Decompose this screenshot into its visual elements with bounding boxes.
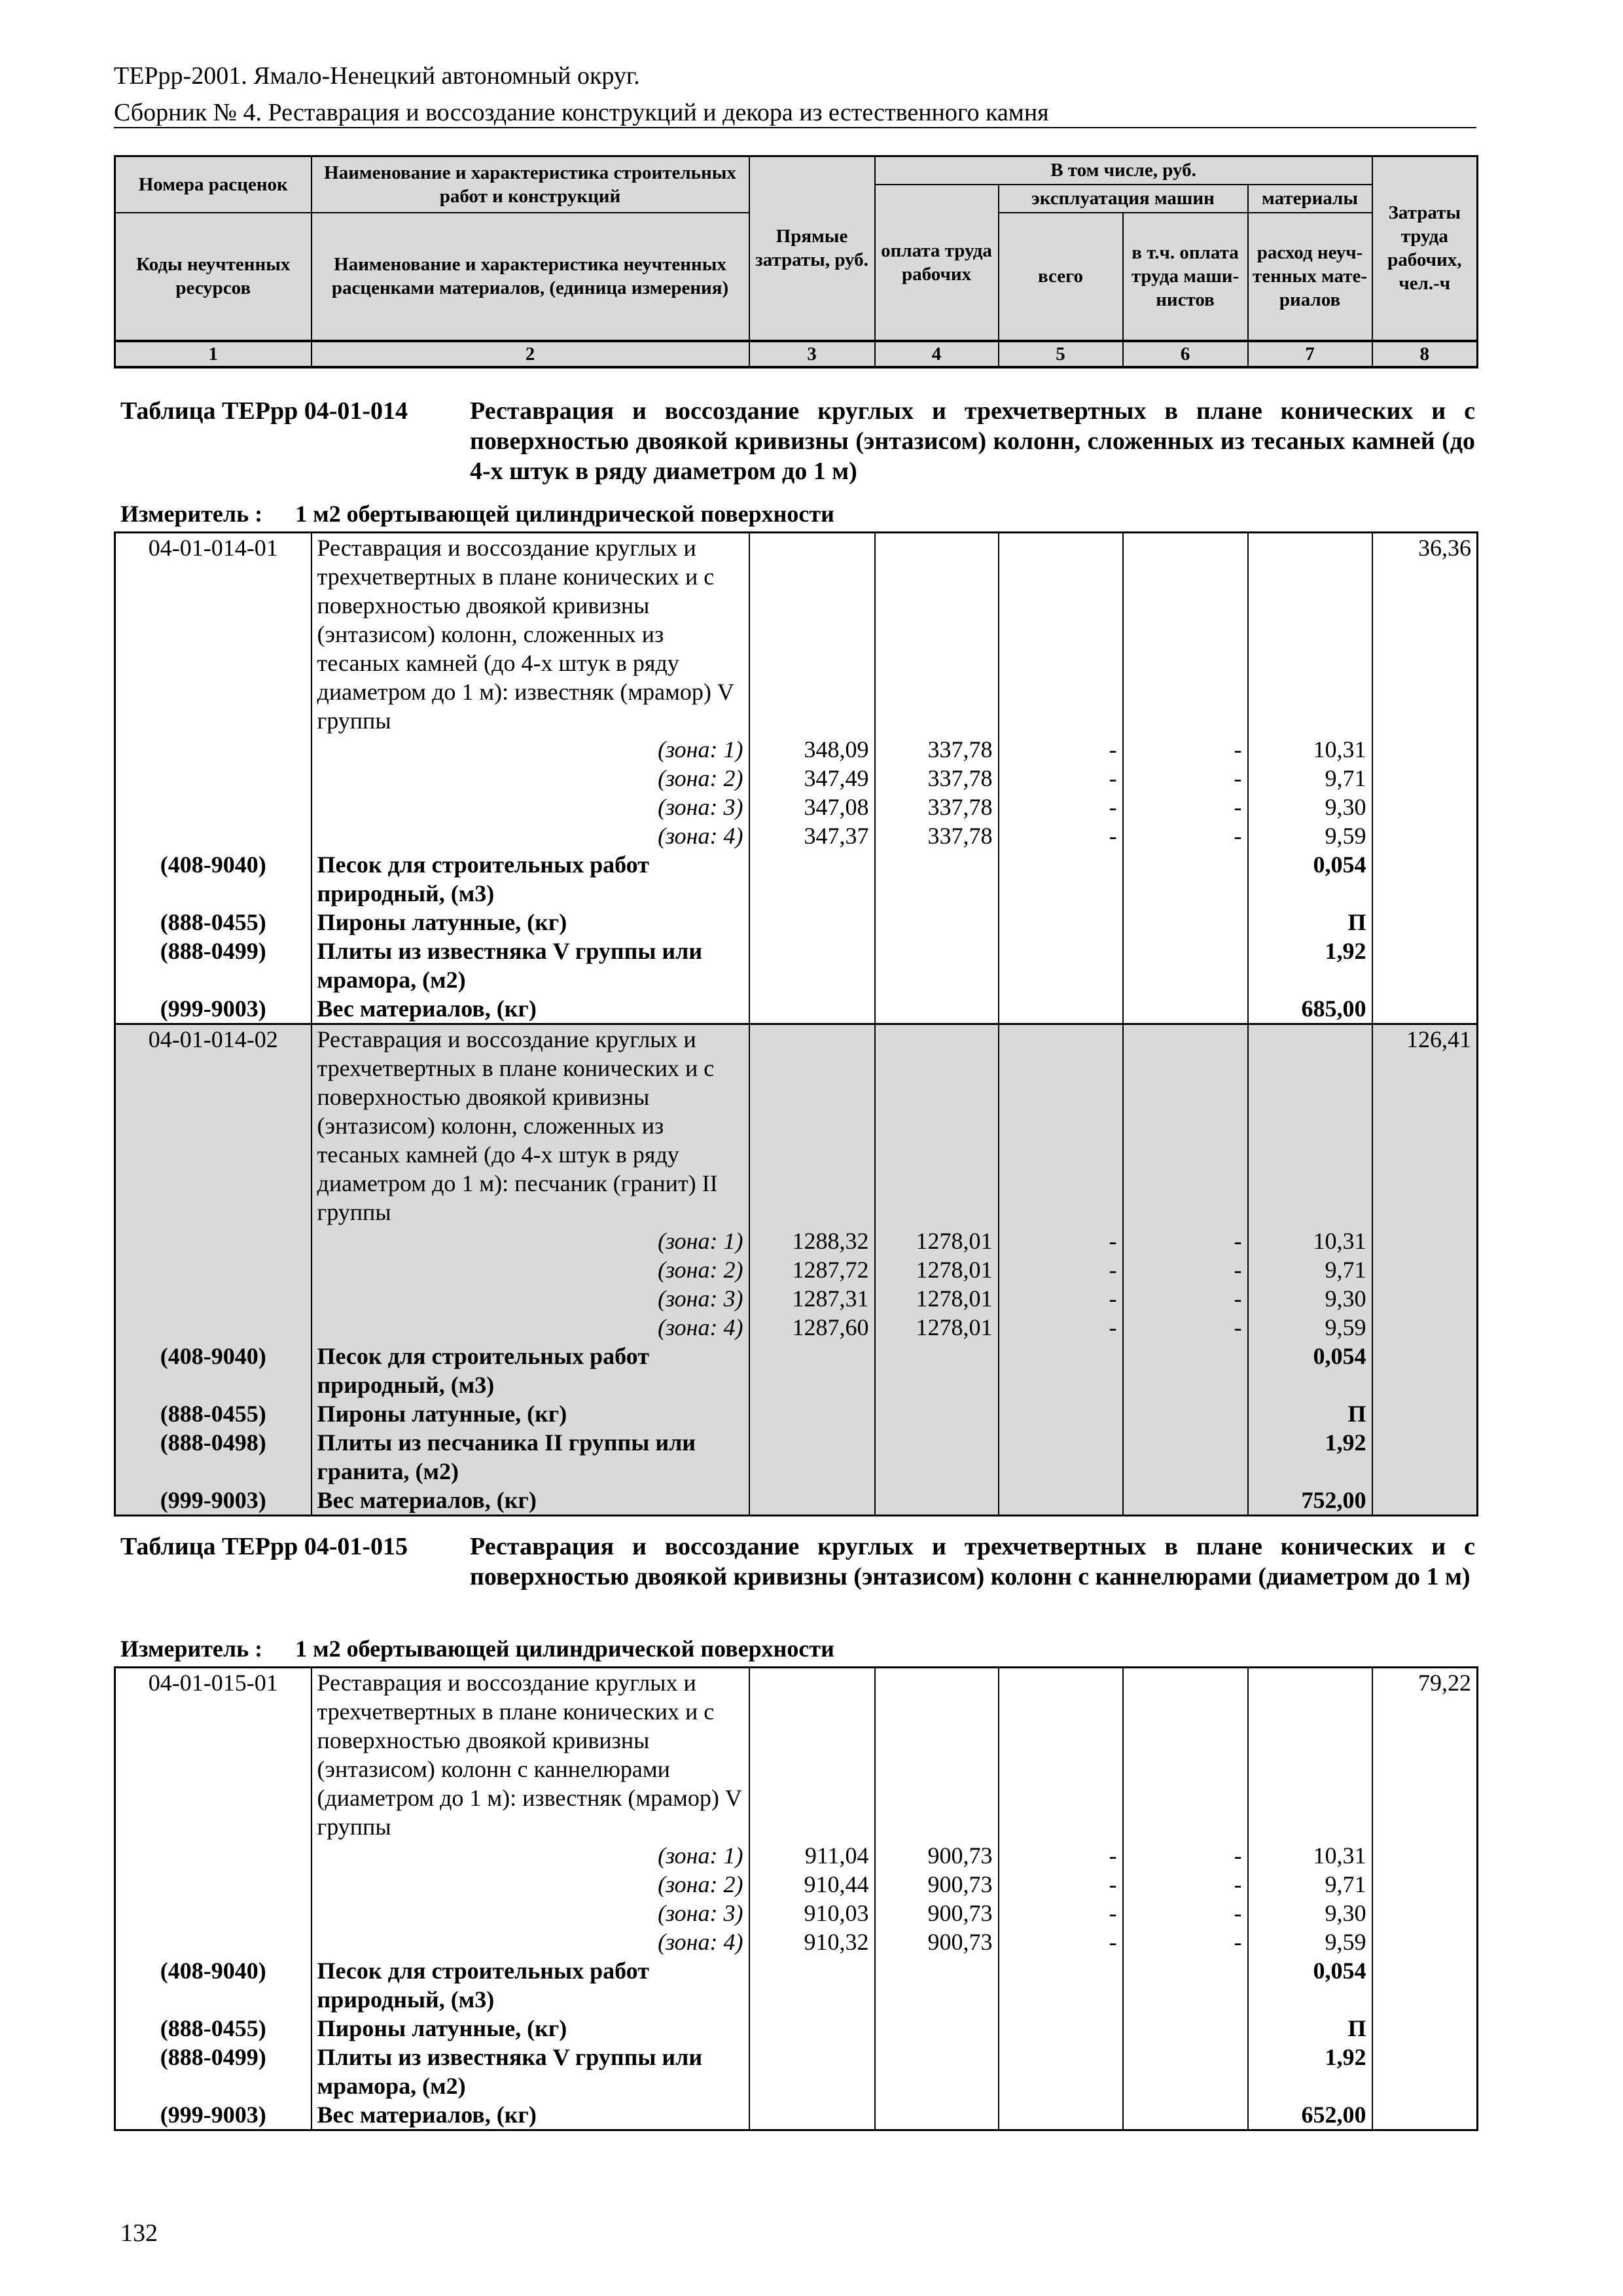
empty-cell	[875, 1956, 999, 2014]
machines-total: -	[999, 821, 1123, 850]
zone-row	[115, 1841, 1478, 1870]
header-line-1: ТЕРрр-2001. Ямало-Ненецкий автономный округ.	[114, 62, 640, 90]
direct-costs: 910,44	[749, 1870, 875, 1899]
empty-cell	[749, 2100, 875, 2130]
empty-cell	[1123, 2043, 1248, 2100]
empty-cell	[999, 1399, 1123, 1428]
zone-label: (зона: 1)	[312, 1227, 749, 1255]
empty-cell	[999, 850, 1123, 908]
zone-label: (зона: 2)	[312, 764, 749, 793]
empty-cell	[1123, 850, 1248, 908]
worker-wage: 1278,01	[875, 1227, 999, 1255]
table-id: Таблица ТЕРрр 04-01-014	[120, 397, 408, 425]
resource-row	[115, 937, 1478, 994]
measure-line	[120, 1635, 834, 1662]
worker-wage: 337,78	[875, 793, 999, 821]
column-number: 5	[999, 341, 1123, 367]
empty-cell	[749, 533, 875, 736]
empty-cell	[749, 2043, 875, 2100]
resource-name: Плиты из известняка V группы или мрамора, (м2)	[312, 937, 749, 994]
empty-cell	[999, 937, 1123, 994]
direct-costs: 1287,72	[749, 1255, 875, 1284]
empty-cell	[749, 2014, 875, 2043]
header-machinist-wage: в т.ч. оплата труда маши-нистов	[1123, 213, 1248, 341]
labor-hours: 36,36	[1372, 533, 1478, 736]
empty-cell	[875, 850, 999, 908]
empty-cell	[999, 2100, 1123, 2130]
direct-costs: 347,37	[749, 821, 875, 850]
resource-row	[115, 994, 1478, 1024]
resource-row	[115, 908, 1478, 937]
empty-cell	[875, 1428, 999, 1486]
zone-label: (зона: 3)	[312, 1899, 749, 1928]
zone-row	[115, 1313, 1478, 1342]
resource-code: (888-0499)	[115, 2043, 312, 2100]
zone-label: (зона: 1)	[312, 735, 749, 764]
rates-table	[114, 531, 1478, 1516]
header-resource-codes: Коды неучтенных ресурсов	[115, 213, 312, 341]
empty-cell	[1372, 1284, 1478, 1313]
empty-cell	[999, 1024, 1123, 1227]
empty-cell	[1372, 850, 1478, 908]
empty-cell	[875, 908, 999, 937]
empty-cell	[1372, 1870, 1478, 1899]
empty-cell	[999, 533, 1123, 736]
resource-code: (888-0455)	[115, 2014, 312, 2043]
machinist-wage: -	[1123, 735, 1248, 764]
empty-cell	[115, 1227, 312, 1255]
empty-cell	[1372, 1928, 1478, 1956]
worker-wage: 1278,01	[875, 1255, 999, 1284]
labor-hours: 126,41	[1372, 1024, 1478, 1227]
resource-quantity: 1,92	[1248, 937, 1372, 994]
empty-cell	[875, 994, 999, 1024]
direct-costs: 1288,32	[749, 1227, 875, 1255]
resource-code: (999-9003)	[115, 1486, 312, 1516]
worker-wage: 900,73	[875, 1928, 999, 1956]
empty-cell	[875, 1024, 999, 1227]
empty-cell	[1372, 2043, 1478, 2100]
measure-line	[120, 500, 834, 528]
column-number: 7	[1248, 341, 1372, 367]
resource-quantity: 0,054	[1248, 1342, 1372, 1399]
resource-name: Песок для строительных работ природный, (м3)	[312, 850, 749, 908]
zone-row	[115, 1928, 1478, 1956]
empty-cell	[749, 850, 875, 908]
table-section-title	[120, 396, 1475, 486]
header-including: В том числе, руб.	[875, 156, 1372, 185]
resource-code: (408-9040)	[115, 1956, 312, 2014]
resource-name: Плиты из известняка V группы или мрамора, (м2)	[312, 2043, 749, 2100]
column-header-table	[114, 155, 1478, 368]
header-direct-costs: Прямые затраты, руб.	[749, 156, 875, 341]
zone-row	[115, 1899, 1478, 1928]
resource-code: (408-9040)	[115, 850, 312, 908]
zone-row	[115, 764, 1478, 793]
resource-row	[115, 1428, 1478, 1486]
resource-quantity: П	[1248, 2014, 1372, 2043]
resource-code: (888-0455)	[115, 1399, 312, 1428]
table-title: Реставрация и воссоздание круглых и трехчетвертных в плане конических и с поверхностью двоякой кривизны (энтазисом) колонн с каннелюрами (диаметром до 1 м)	[470, 1533, 1475, 1590]
materials-cost: 9,30	[1248, 793, 1372, 821]
zone-label: (зона: 1)	[312, 1841, 749, 1870]
empty-cell	[1372, 1399, 1478, 1428]
empty-cell	[1372, 764, 1478, 793]
empty-cell	[749, 908, 875, 937]
column-number: 6	[1123, 341, 1248, 367]
direct-costs: 347,08	[749, 793, 875, 821]
machinist-wage: -	[1123, 1284, 1248, 1313]
machinist-wage: -	[1123, 764, 1248, 793]
zone-label: (зона: 4)	[312, 1313, 749, 1342]
empty-cell	[1372, 735, 1478, 764]
worker-wage: 337,78	[875, 735, 999, 764]
empty-cell	[1123, 1956, 1248, 2014]
resource-row	[115, 2100, 1478, 2130]
rates-table	[114, 1666, 1478, 2131]
resource-quantity: 1,92	[1248, 1428, 1372, 1486]
machines-total: -	[999, 1899, 1123, 1928]
machines-total: -	[999, 764, 1123, 793]
resource-name: Пироны латунные, (кг)	[312, 2014, 749, 2043]
resource-row	[115, 2043, 1478, 2100]
resource-name: Пироны латунные, (кг)	[312, 1399, 749, 1428]
empty-cell	[1372, 821, 1478, 850]
empty-cell	[749, 1024, 875, 1227]
empty-cell	[749, 1668, 875, 1842]
materials-cost: 9,71	[1248, 1870, 1372, 1899]
empty-cell	[875, 1486, 999, 1516]
resource-name: Пироны латунные, (кг)	[312, 908, 749, 937]
empty-cell	[1372, 1841, 1478, 1870]
zone-label: (зона: 3)	[312, 1284, 749, 1313]
rate-description: Реставрация и воссоздание круглых и трехчетвертных в плане конических и с поверхностью двоякой кривизны (энтазисом) колонн, сложенных из тесаных камней (до 4-х штук в ряду диаметром до 1 м): песчаник (гранит) II группы	[312, 1024, 749, 1227]
measure-label: Измеритель :	[120, 501, 263, 527]
resource-code: (888-0498)	[115, 1428, 312, 1486]
empty-cell	[1372, 2100, 1478, 2130]
rate-description: Реставрация и воссоздание круглых и трехчетвертных в плане конических и с поверхностью двоякой кривизны (энтазисом) колонн с каннелюрами (диаметром до 1 м): известняк (мрамор) V группы	[312, 1668, 749, 1842]
empty-cell	[999, 1342, 1123, 1399]
empty-cell	[115, 1284, 312, 1313]
machines-total: -	[999, 735, 1123, 764]
empty-cell	[115, 821, 312, 850]
empty-cell	[875, 533, 999, 736]
machines-total: -	[999, 1255, 1123, 1284]
empty-cell	[115, 1928, 312, 1956]
zone-label: (зона: 3)	[312, 793, 749, 821]
direct-costs: 910,32	[749, 1928, 875, 1956]
resource-quantity: П	[1248, 908, 1372, 937]
direct-costs: 911,04	[749, 1841, 875, 1870]
empty-cell	[1372, 1428, 1478, 1486]
empty-cell	[115, 1255, 312, 1284]
zone-label: (зона: 4)	[312, 1928, 749, 1956]
empty-cell	[1372, 1227, 1478, 1255]
direct-costs: 348,09	[749, 735, 875, 764]
empty-cell	[1123, 2100, 1248, 2130]
header-work-name: Наименование и характеристика строительных работ и конструкций	[312, 156, 749, 213]
resource-code: (888-0499)	[115, 937, 312, 994]
empty-cell	[1123, 1342, 1248, 1399]
direct-costs: 1287,60	[749, 1313, 875, 1342]
worker-wage: 900,73	[875, 1841, 999, 1870]
measure-label: Измеритель :	[120, 1636, 263, 1662]
empty-cell	[749, 994, 875, 1024]
empty-cell	[749, 1428, 875, 1486]
zone-label: (зона: 2)	[312, 1255, 749, 1284]
empty-cell	[1372, 937, 1478, 994]
empty-cell	[1248, 533, 1372, 736]
empty-cell	[1123, 1486, 1248, 1516]
header-rate-numbers: Номера расценок	[115, 156, 312, 213]
machinist-wage: -	[1123, 1227, 1248, 1255]
empty-cell	[1372, 1486, 1478, 1516]
zone-row	[115, 821, 1478, 850]
materials-cost: 9,59	[1248, 821, 1372, 850]
worker-wage: 337,78	[875, 821, 999, 850]
empty-cell	[999, 1428, 1123, 1486]
labor-hours: 79,22	[1372, 1668, 1478, 1842]
empty-cell	[749, 1486, 875, 1516]
rate-code: 04-01-014-02	[115, 1024, 312, 1227]
column-number: 3	[749, 341, 875, 367]
zone-row	[115, 735, 1478, 764]
empty-cell	[1372, 1313, 1478, 1342]
header-material-names: Наименование и характеристика неучтенных расценками материалов, (единица измерения)	[312, 213, 749, 341]
resource-row	[115, 1956, 1478, 2014]
direct-costs: 347,49	[749, 764, 875, 793]
resource-row	[115, 1486, 1478, 1516]
rate-description: Реставрация и воссоздание круглых и трехчетвертных в плане конических и с поверхностью двоякой кривизны (энтазисом) колонн, сложенных из тесаных камней (до 4-х штук в ряду диаметром до 1 м): известняк (мрамор) V группы	[312, 533, 749, 736]
resource-code: (999-9003)	[115, 994, 312, 1024]
empty-cell	[875, 937, 999, 994]
resource-quantity: 0,054	[1248, 850, 1372, 908]
column-number: 2	[312, 341, 749, 367]
header-labor-costs: Затраты труда рабочих, чел.-ч	[1372, 156, 1478, 341]
materials-cost: 10,31	[1248, 1227, 1372, 1255]
empty-cell	[1123, 533, 1248, 736]
machines-total: -	[999, 1928, 1123, 1956]
empty-cell	[875, 2100, 999, 2130]
machinist-wage: -	[1123, 1841, 1248, 1870]
machinist-wage: -	[1123, 821, 1248, 850]
rate-row	[115, 1024, 1478, 1227]
materials-cost: 9,30	[1248, 1899, 1372, 1928]
empty-cell	[115, 1870, 312, 1899]
table-id: Таблица ТЕРрр 04-01-015	[120, 1533, 408, 1560]
zone-row	[115, 1870, 1478, 1899]
resource-name: Вес материалов, (кг)	[312, 994, 749, 1024]
machines-total: -	[999, 1227, 1123, 1255]
resource-row	[115, 850, 1478, 908]
materials-cost: 9,30	[1248, 1284, 1372, 1313]
resource-quantity: 1,92	[1248, 2043, 1372, 2100]
measure-unit: 1 м2 обертывающей цилиндрической поверхности	[295, 1636, 834, 1662]
header-machines-total: всего	[999, 213, 1123, 341]
empty-cell	[1123, 1399, 1248, 1428]
resource-row	[115, 1342, 1478, 1399]
empty-cell	[875, 2043, 999, 2100]
materials-cost: 9,71	[1248, 764, 1372, 793]
resource-name: Песок для строительных работ природный, (м3)	[312, 1342, 749, 1399]
machines-total: -	[999, 1284, 1123, 1313]
empty-cell	[1372, 908, 1478, 937]
materials-cost: 10,31	[1248, 1841, 1372, 1870]
machines-total: -	[999, 793, 1123, 821]
worker-wage: 900,73	[875, 1870, 999, 1899]
machinist-wage: -	[1123, 1899, 1248, 1928]
empty-cell	[999, 2043, 1123, 2100]
column-number: 4	[875, 341, 999, 367]
direct-costs: 1287,31	[749, 1284, 875, 1313]
empty-cell	[999, 1486, 1123, 1516]
resource-quantity: 652,00	[1248, 2100, 1372, 2130]
empty-cell	[749, 1342, 875, 1399]
materials-cost: 9,71	[1248, 1255, 1372, 1284]
empty-cell	[1372, 793, 1478, 821]
header-materials: материалы	[1248, 185, 1372, 213]
empty-cell	[999, 908, 1123, 937]
empty-cell	[1123, 994, 1248, 1024]
machines-total: -	[999, 1313, 1123, 1342]
empty-cell	[1372, 1956, 1478, 2014]
header-line-2: Сборник № 4. Реставрация и воссоздание конструкций и декора из естественного камня	[114, 99, 1049, 126]
machinist-wage: -	[1123, 1928, 1248, 1956]
empty-cell	[1123, 1668, 1248, 1842]
empty-cell	[1372, 1342, 1478, 1399]
machines-total: -	[999, 1841, 1123, 1870]
empty-cell	[999, 2014, 1123, 2043]
resource-code: (888-0455)	[115, 908, 312, 937]
resource-quantity: 0,054	[1248, 1956, 1372, 2014]
zone-row	[115, 793, 1478, 821]
worker-wage: 337,78	[875, 764, 999, 793]
machinist-wage: -	[1123, 1313, 1248, 1342]
machinist-wage: -	[1123, 793, 1248, 821]
resource-quantity: 752,00	[1248, 1486, 1372, 1516]
empty-cell	[1123, 1024, 1248, 1227]
header-divider	[114, 127, 1476, 128]
resource-name: Плиты из песчаника II группы или гранита, (м2)	[312, 1428, 749, 1486]
empty-cell	[749, 937, 875, 994]
zone-row	[115, 1255, 1478, 1284]
resource-row	[115, 2014, 1478, 2043]
resource-name: Песок для строительных работ природный, (м3)	[312, 1956, 749, 2014]
zone-label: (зона: 2)	[312, 1870, 749, 1899]
empty-cell	[875, 1668, 999, 1842]
resource-name: Вес материалов, (кг)	[312, 1486, 749, 1516]
resource-row	[115, 1399, 1478, 1428]
resource-code: (408-9040)	[115, 1342, 312, 1399]
empty-cell	[999, 1956, 1123, 2014]
empty-cell	[749, 1399, 875, 1428]
zone-row	[115, 1227, 1478, 1255]
empty-cell	[1372, 994, 1478, 1024]
empty-cell	[749, 1956, 875, 2014]
worker-wage: 900,73	[875, 1899, 999, 1928]
empty-cell	[1123, 1428, 1248, 1486]
materials-cost: 10,31	[1248, 735, 1372, 764]
machines-total: -	[999, 1870, 1123, 1899]
resource-name: Вес материалов, (кг)	[312, 2100, 749, 2130]
empty-cell	[999, 1668, 1123, 1842]
header-worker-wage: оплата труда рабочих	[875, 185, 999, 341]
header-machines: эксплуатация машин	[999, 185, 1248, 213]
resource-quantity: 685,00	[1248, 994, 1372, 1024]
machinist-wage: -	[1123, 1255, 1248, 1284]
header-material-usage: расход неуч-тенных мате-риалов	[1248, 213, 1372, 341]
rate-code: 04-01-014-01	[115, 533, 312, 736]
table-section-title	[120, 1532, 1475, 1592]
zone-label: (зона: 4)	[312, 821, 749, 850]
empty-cell	[999, 994, 1123, 1024]
direct-costs: 910,03	[749, 1899, 875, 1928]
materials-cost: 9,59	[1248, 1928, 1372, 1956]
page-number: 132	[120, 2219, 158, 2247]
empty-cell	[1123, 908, 1248, 937]
column-number: 8	[1372, 341, 1478, 367]
empty-cell	[115, 735, 312, 764]
empty-cell	[115, 764, 312, 793]
column-number: 1	[115, 341, 312, 367]
empty-cell	[875, 1342, 999, 1399]
empty-cell	[1123, 2014, 1248, 2043]
worker-wage: 1278,01	[875, 1284, 999, 1313]
materials-cost: 9,59	[1248, 1313, 1372, 1342]
resource-quantity: П	[1248, 1399, 1372, 1428]
empty-cell	[1248, 1668, 1372, 1842]
rate-row	[115, 1668, 1478, 1842]
empty-cell	[115, 1313, 312, 1342]
empty-cell	[115, 1899, 312, 1928]
rate-row	[115, 533, 1478, 736]
empty-cell	[1372, 1899, 1478, 1928]
zone-row	[115, 1284, 1478, 1313]
empty-cell	[1123, 937, 1248, 994]
worker-wage: 1278,01	[875, 1313, 999, 1342]
empty-cell	[115, 1841, 312, 1870]
machinist-wage: -	[1123, 1870, 1248, 1899]
rate-code: 04-01-015-01	[115, 1668, 312, 1842]
empty-cell	[875, 1399, 999, 1428]
table-title: Реставрация и воссоздание круглых и трехчетвертных в плане конических и с поверхностью двоякой кривизны (энтазисом) колонн, сложенных из тесаных камней (до 4-х штук в ряду диаметром до 1 м)	[470, 397, 1475, 485]
measure-unit: 1 м2 обертывающей цилиндрической поверхности	[295, 501, 834, 527]
empty-cell	[1372, 2014, 1478, 2043]
empty-cell	[875, 2014, 999, 2043]
resource-code: (999-9003)	[115, 2100, 312, 2130]
document-header	[114, 58, 1049, 131]
empty-cell	[1248, 1024, 1372, 1227]
empty-cell	[115, 793, 312, 821]
empty-cell	[1372, 1255, 1478, 1284]
